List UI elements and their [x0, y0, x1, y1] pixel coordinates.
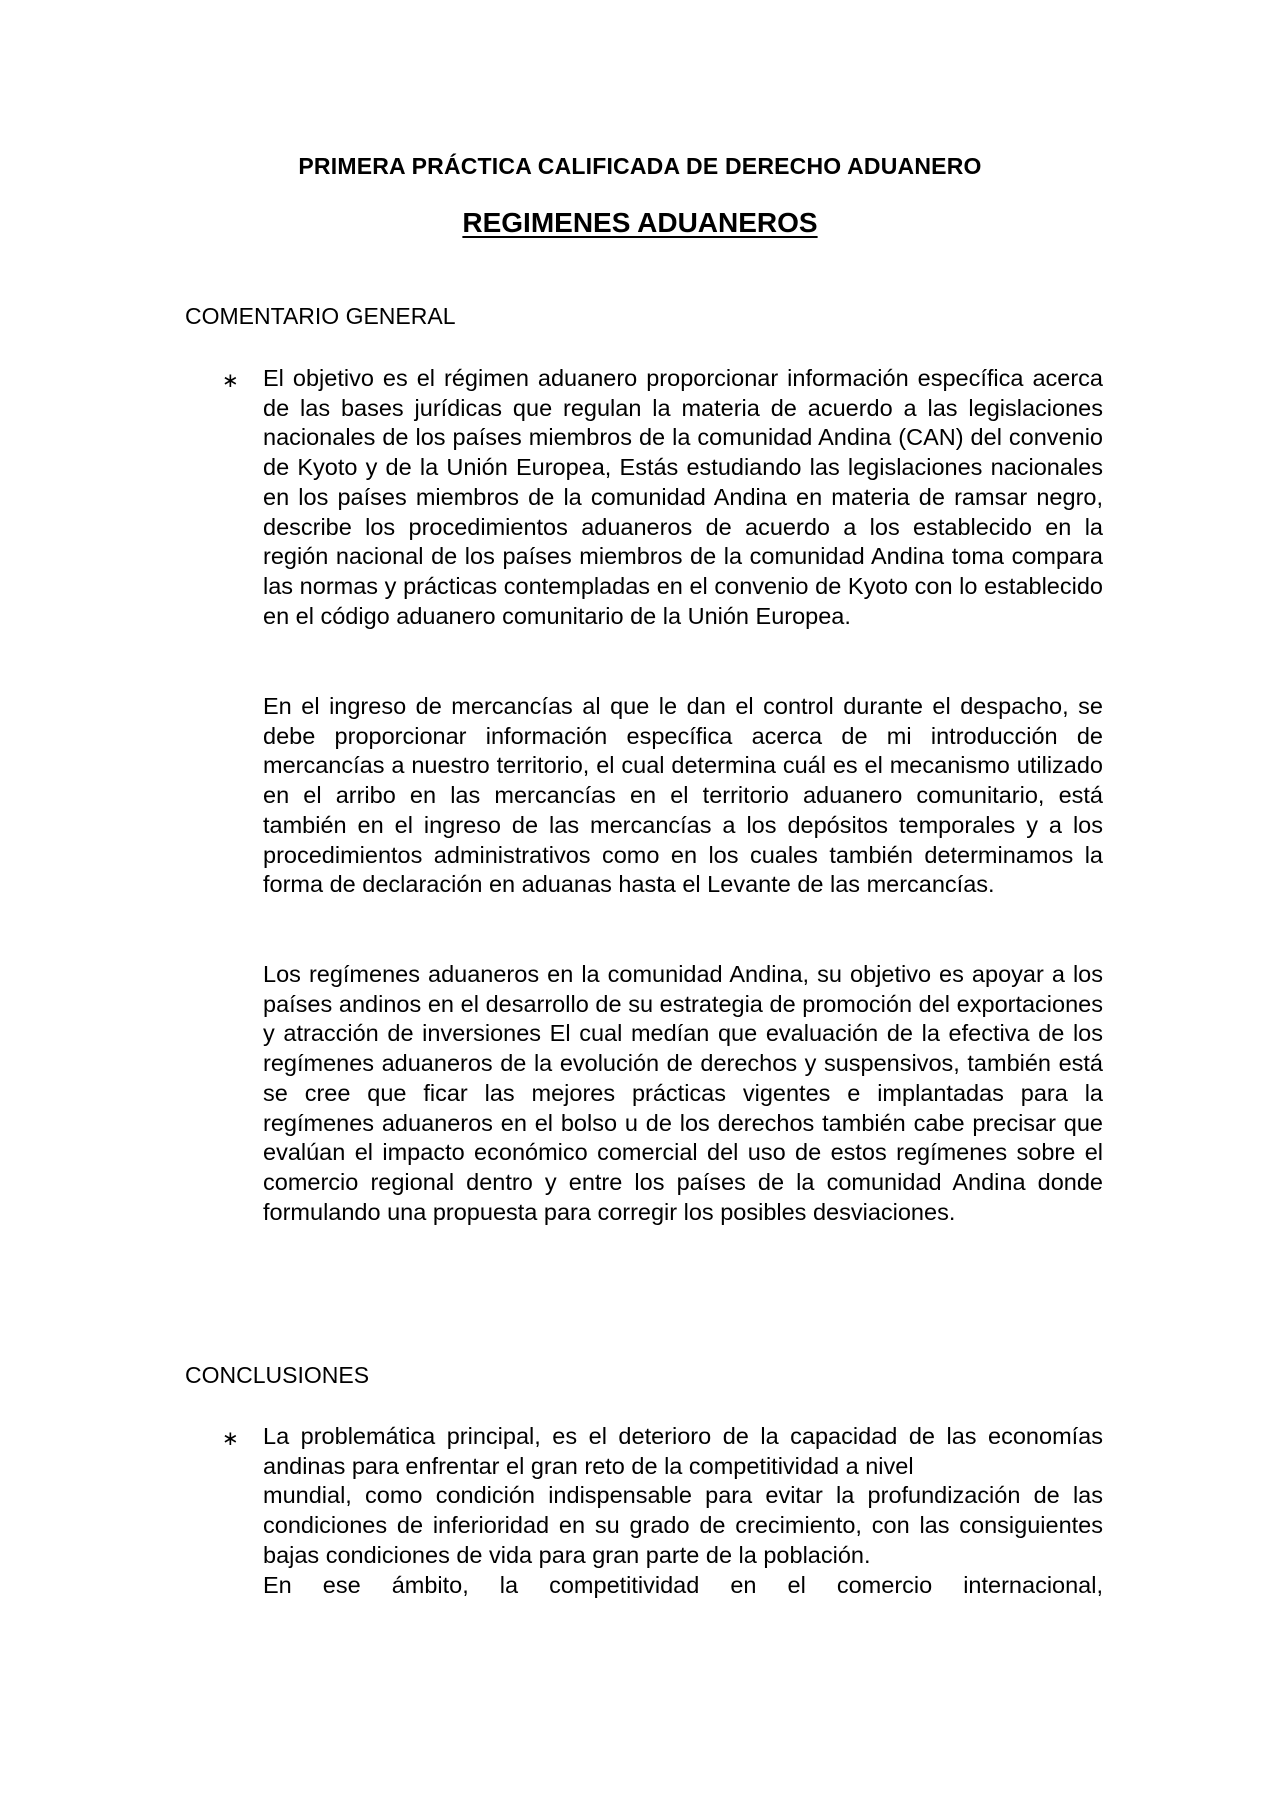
comentario-paragraph-3: Los regímenes aduaneros en la comunidad Andina, su objetivo es apoyar a los países andinos en el desarrollo de su estrategia de promoción del exportaciones y atracción de inversiones El cual medían que evaluación de la efectiva de los regímenes aduaneros de la evolución de derechos y suspensivos, también está se cree que ficar las mejores prácticas vigentes e implantadas para la regímenes aduaneros en el bolso u de los derechos también cabe precisar que evalúan el impacto económico comercial del uso de estos regímenes sobre el comercio regional dentro y entre los países de la comunidad Andina donde formulando una propuesta para corregir los posibles desviaciones.: [263, 961, 1103, 1225]
bullet-icon: ∗: [222, 1428, 239, 1450]
section-heading-conclusiones: CONCLUSIONES: [185, 1362, 370, 1388]
conclusiones-line-1: La problemática principal, es el deterioro de la capacidad de las economías andinas para enfrentar el gran reto de la competitividad a nivel: [263, 1423, 1103, 1479]
comentario-paragraph-1: El objetivo es el régimen aduanero proporcionar información específica acerca de las bases jurídicas que regulan la materia de acuerdo a las legislaciones nacionales de los países miembros de la comunidad Andina (CAN) del convenio de Kyoto y de la Unión Europea, Estás estudiando las legislaciones nacionales en los países miembros de la comunidad Andina en materia de ramsar negro, describe los procedimientos aduaneros de acuerdo a los establecido en la región nacional de los países miembros de la comunidad Andina toma compara las normas y prácticas contempladas en el convenio de Kyoto con lo establecido en el código aduanero comunitario de la Unión Europea.: [263, 365, 1103, 629]
document-subtitle: REGIMENES ADUANEROS: [462, 207, 818, 238]
conclusiones-paragraph: [263, 1422, 1103, 1600]
conclusiones-line-3: En ese ámbito, la competitividad en el comercio internacional,: [263, 1571, 1103, 1598]
section-heading-comentario-general: COMENTARIO GENERAL: [185, 303, 456, 329]
comentario-paragraph-2: En el ingreso de mercancías al que le dan el control durante el despacho, se debe proporcionar información específica acerca de mi introducción de mercancías a nuestro territorio, el cual determina cuál es el mecanismo utilizado en el arribo en las mercancías en el territorio aduanero comunitario, está también en el ingreso de las mercancías a los depósitos temporales y a los procedimientos administrativos como en los cuales también determinamos la forma de declaración en aduanas hasta el Levante de las mercancías.: [263, 693, 1103, 898]
document-title: PRIMERA PRÁCTICA CALIFICADA DE DERECHO ADUANERO: [298, 153, 982, 179]
conclusiones-line-2: mundial, como condición indispensable para evitar la profundización de las condiciones de inferioridad en su grado de crecimiento, con las consiguientes bajas condiciones de vida para gran parte de la población.: [263, 1482, 1103, 1568]
bullet-icon: ∗: [222, 370, 239, 392]
